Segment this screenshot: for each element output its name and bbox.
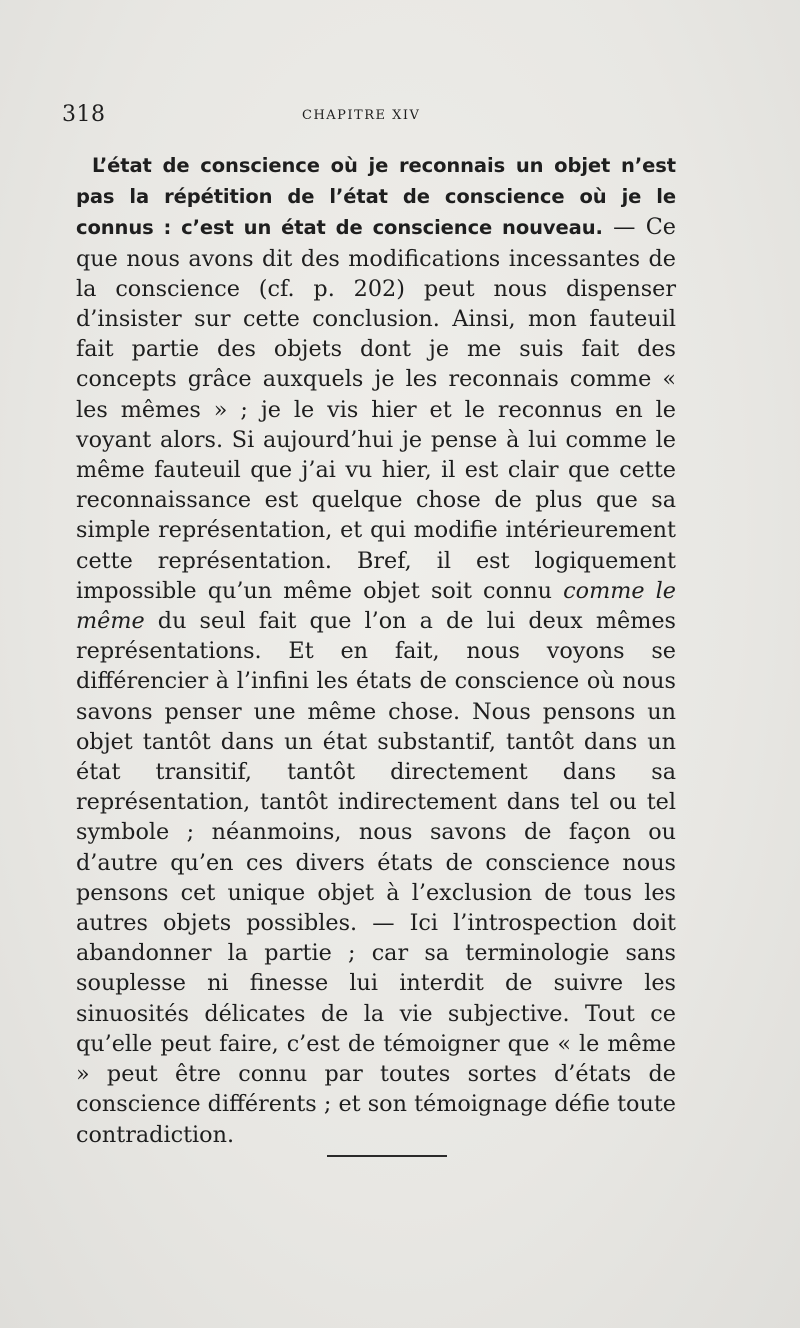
italic-phrase: comme le même (76, 577, 676, 635)
body-paragraph (76, 150, 676, 1150)
page-number: 318 (62, 102, 106, 127)
running-head: CHAPITRE XIV (302, 108, 421, 123)
bold-lead-sentence: L’état de conscience où je reconnais un objet n’est pas la répétition de l’état de conscience où je le connus : c’est un état de conscience nouveau. (76, 154, 676, 240)
paragraph-text-part-1: — Ce que nous avons dit des modifications incessantes de la conscience (cf. p. 202) peut nous dispenser d’insister sur cette conclusion. Ainsi, mon fauteuil fait partie des objets dont je me suis fait des concepts grâce auxquels je les reconnais comme « les mêmes » ; je le vis hier et le reconnus en le voyant alors. Si aujourd’hui je pense à lui comme le même fauteuil que j’ai vu hier, il est clair que cette reconnaissance est quelque chose de plus que sa simple représentation, et qui modifie intérieurement cette représentation. Bref, il est logiquement impossible qu’un même objet soit connu (76, 214, 676, 604)
section-end-rule (327, 1155, 447, 1157)
paragraph-text-part-2: du seul fait que l’on a de lui deux mêmes représentations. Et en fait, nous voyons se différencier à l’infini les états de conscience où nous savons penser une même chose. Nous pensons un objet tantôt dans un état substantif, tantôt dans un état transitif, tantôt directement dans sa représentation, tantôt indirectement dans tel ou tel symbole ; néanmoins, nous savons de façon ou d’autre qu’en ces divers états de conscience nous pensons cet unique objet à l’exclusion de tous les autres objets possibles. — Ici l’introspection doit abandonner la partie ; car sa terminologie sans souplesse ni finesse lui interdit de suivre les sinuosités délicates de la vie subjective. Tout ce qu’elle peut faire, c’est de témoigner que « le même » peut être connu par toutes sortes d’états de conscience différents ; et son témoignage défie toute contradiction. (76, 608, 676, 1148)
page-header (62, 102, 738, 132)
